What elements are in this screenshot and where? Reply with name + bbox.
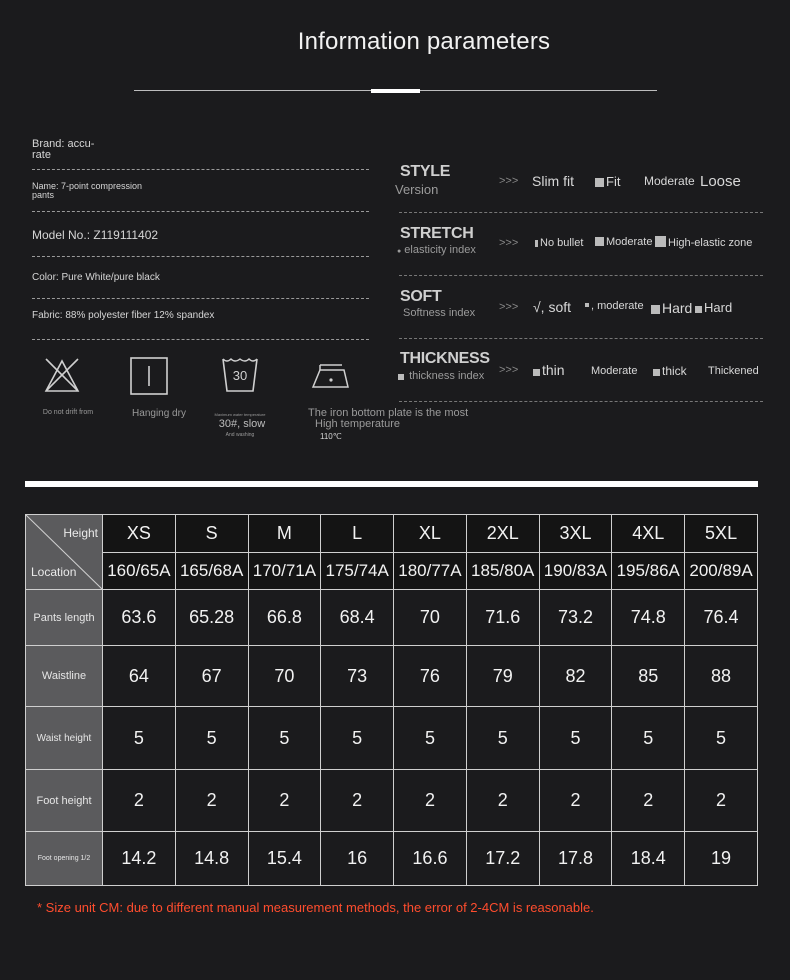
prop-divider xyxy=(399,401,763,402)
size-row xyxy=(26,515,758,553)
soft-option-hard-2 xyxy=(695,300,732,315)
value-cell: 5 xyxy=(248,707,321,770)
value-cell: 73 xyxy=(321,646,394,707)
checkbox-icon xyxy=(653,369,660,376)
prop-divider xyxy=(399,338,763,339)
thickness-option-thin-label: thin xyxy=(542,362,565,378)
value-cell: 15.4 xyxy=(248,832,321,886)
height-row xyxy=(26,552,758,590)
info-divider xyxy=(32,339,369,340)
thickness-heading: THICKNESS xyxy=(400,350,490,367)
style-sub: Version xyxy=(395,182,439,197)
checkbox-icon xyxy=(695,306,702,313)
style-arrow: >>> xyxy=(499,175,519,187)
value-cell: 70 xyxy=(248,646,321,707)
size-cell: 4XL xyxy=(612,515,685,553)
value-cell: 5 xyxy=(394,707,467,770)
size-cell: XS xyxy=(103,515,176,553)
value-cell: 2 xyxy=(394,770,467,832)
row-label: Waist height xyxy=(26,707,103,770)
care-label-no-drift: Do not drift from xyxy=(42,409,94,416)
value-cell: 76 xyxy=(394,646,467,707)
size-cell: 3XL xyxy=(539,515,612,553)
iron-icon xyxy=(310,362,352,390)
soft-sub: Softness index xyxy=(403,307,476,319)
height-cell: 165/68A xyxy=(175,552,248,590)
stretch-sub-label: elasticity index xyxy=(404,244,476,256)
thickness-arrow: >>> xyxy=(499,364,519,376)
value-cell: 65.28 xyxy=(175,590,248,646)
value-cell: 2 xyxy=(248,770,321,832)
thickness-option-thickened: Thickened xyxy=(708,365,759,377)
height-cell: 170/71A xyxy=(248,552,321,590)
height-cell: 200/89A xyxy=(685,552,758,590)
value-cell: 85 xyxy=(612,646,685,707)
value-cell: 16.6 xyxy=(394,832,467,886)
stretch-heading: STRETCH xyxy=(400,225,474,242)
height-cell: 185/80A xyxy=(466,552,539,590)
table-row-foot-height xyxy=(26,770,758,832)
value-cell: 70 xyxy=(394,590,467,646)
info-fabric: Fabric: 88% polyester fiber 12% spandex xyxy=(32,310,215,321)
table-row-foot-opening xyxy=(26,832,758,886)
size-cell: M xyxy=(248,515,321,553)
style-option-slim: Slim fit xyxy=(532,173,574,189)
title-rule-accent xyxy=(371,89,420,93)
thickness-sub xyxy=(398,370,484,382)
row-label: Pants length xyxy=(26,590,103,646)
care-label-wash-sub: And washing xyxy=(225,432,255,438)
measurement-note: * Size unit CM: due to different manual measurement methods, the error of 2-4CM is reasonable. xyxy=(37,900,594,915)
value-cell: 88 xyxy=(685,646,758,707)
stretch-option-moderate-label: Moderate xyxy=(606,236,653,248)
value-cell: 2 xyxy=(103,770,176,832)
info-brand: Brand: accu- rate xyxy=(32,138,95,161)
soft-heading: SOFT xyxy=(400,288,442,305)
soft-arrow: >>> xyxy=(499,301,519,313)
value-cell: 5 xyxy=(175,707,248,770)
checkbox-icon xyxy=(585,303,589,307)
stretch-option-moderate xyxy=(595,236,652,248)
checkbox-icon xyxy=(651,305,660,314)
stretch-option-nobullet-label: No bullet xyxy=(540,237,584,249)
value-cell: 74.8 xyxy=(612,590,685,646)
value-cell: 5 xyxy=(466,707,539,770)
soft-option-hard-2-label: Hard xyxy=(704,300,733,315)
height-cell: 160/65A xyxy=(103,552,176,590)
thickness-option-thick xyxy=(653,364,687,378)
size-cell: 2XL xyxy=(466,515,539,553)
value-cell: 2 xyxy=(685,770,758,832)
table-row-pants-length xyxy=(26,590,758,646)
hang-dry-icon xyxy=(130,357,168,395)
checkbox-icon xyxy=(535,240,538,247)
table-row-waistline xyxy=(26,646,758,707)
value-cell: 5 xyxy=(103,707,176,770)
value-cell: 66.8 xyxy=(248,590,321,646)
value-cell: 5 xyxy=(539,707,612,770)
value-cell: 68.4 xyxy=(321,590,394,646)
style-heading: STYLE xyxy=(400,163,451,180)
wash-icon-number: 30 xyxy=(232,368,248,383)
value-cell: 5 xyxy=(321,707,394,770)
checkbox-icon xyxy=(533,369,540,376)
value-cell: 17.8 xyxy=(539,832,612,886)
corner-location-label: Location xyxy=(31,565,77,579)
value-cell: 73.2 xyxy=(539,590,612,646)
info-divider xyxy=(32,256,369,257)
value-cell: 2 xyxy=(321,770,394,832)
value-cell: 64 xyxy=(103,646,176,707)
thickness-option-moderate: Moderate xyxy=(591,365,638,377)
stretch-sub xyxy=(397,244,476,256)
value-cell: 5 xyxy=(685,707,758,770)
value-cell: 76.4 xyxy=(685,590,758,646)
height-cell: 175/74A xyxy=(321,552,394,590)
care-label-wash-temp: 30#, slow xyxy=(218,418,266,430)
soft-option-moderate xyxy=(585,300,644,312)
info-divider xyxy=(32,169,369,170)
row-label: Waistline xyxy=(26,646,103,707)
stretch-option-nobullet xyxy=(535,237,583,249)
prop-divider xyxy=(399,212,763,213)
thickness-option-thick-label: thick xyxy=(662,364,687,378)
checkbox-icon xyxy=(398,374,404,380)
value-cell: 67 xyxy=(175,646,248,707)
value-cell: 2 xyxy=(175,770,248,832)
thickness-option-thin xyxy=(533,362,565,378)
size-cell: L xyxy=(321,515,394,553)
stretch-arrow: >>> xyxy=(499,237,519,249)
page-title: Information parameters xyxy=(297,28,551,55)
care-label-iron-1: The iron bottom plate is the most xyxy=(308,407,469,419)
stretch-option-high xyxy=(655,236,752,249)
style-checkbox-icon xyxy=(595,178,604,187)
prop-divider xyxy=(399,275,763,276)
care-label-iron-2: High temperature xyxy=(315,418,400,430)
height-cell: 190/83A xyxy=(539,552,612,590)
value-cell: 63.6 xyxy=(103,590,176,646)
checkbox-icon xyxy=(595,237,604,246)
size-table xyxy=(25,514,758,886)
value-cell: 79 xyxy=(466,646,539,707)
do-not-tumble-icon xyxy=(42,355,82,395)
section-divider xyxy=(25,481,758,487)
size-cell: XL xyxy=(394,515,467,553)
value-cell: 17.2 xyxy=(466,832,539,886)
corner-box xyxy=(26,515,102,589)
height-cell: 195/86A xyxy=(612,552,685,590)
corner-cell xyxy=(26,515,103,590)
value-cell: 14.2 xyxy=(103,832,176,886)
value-cell: 18.4 xyxy=(612,832,685,886)
style-option-fit xyxy=(595,174,620,189)
size-table-body xyxy=(26,515,758,886)
soft-option-hard-label: Hard xyxy=(662,300,693,316)
soft-option-soft: √, soft xyxy=(533,299,572,315)
value-cell: 82 xyxy=(539,646,612,707)
stretch-option-high-label: High-elastic zone xyxy=(668,237,753,249)
info-divider xyxy=(32,298,369,299)
thickness-sub-label: thickness index xyxy=(409,370,485,382)
row-label: Foot height xyxy=(26,770,103,832)
value-cell: 19 xyxy=(685,832,758,886)
size-cell: S xyxy=(175,515,248,553)
height-cell: 180/77A xyxy=(394,552,467,590)
soft-option-moderate-label: , moderate xyxy=(591,300,644,312)
value-cell: 71.6 xyxy=(466,590,539,646)
care-label-hanging: Hanging dry xyxy=(132,408,186,419)
care-label-wash-max: Maximum water temperature xyxy=(214,412,266,417)
style-option-loose: Loose xyxy=(700,173,741,190)
value-cell: 16 xyxy=(321,832,394,886)
info-model: Model No.: Z119111402 xyxy=(32,228,159,242)
row-label: Foot opening 1/2 xyxy=(26,832,103,886)
care-label-iron-temp: 110℃ xyxy=(320,432,342,441)
style-option-moderate: Moderate xyxy=(644,174,695,188)
style-option-fit-label: Fit xyxy=(606,174,621,189)
info-color: Color: Pure White/pure black xyxy=(32,272,160,283)
value-cell: 2 xyxy=(466,770,539,832)
soft-option-hard xyxy=(651,300,692,316)
info-divider xyxy=(32,211,369,212)
info-name: Name: 7-point compression pants xyxy=(32,181,143,200)
value-cell: 5 xyxy=(612,707,685,770)
bullet-icon: ● xyxy=(397,248,402,255)
size-cell: 5XL xyxy=(685,515,758,553)
value-cell: 2 xyxy=(612,770,685,832)
corner-height-label: Height xyxy=(63,526,98,540)
value-cell: 2 xyxy=(539,770,612,832)
checkbox-icon xyxy=(655,236,666,247)
table-row-waist-height xyxy=(26,707,758,770)
value-cell: 14.8 xyxy=(175,832,248,886)
